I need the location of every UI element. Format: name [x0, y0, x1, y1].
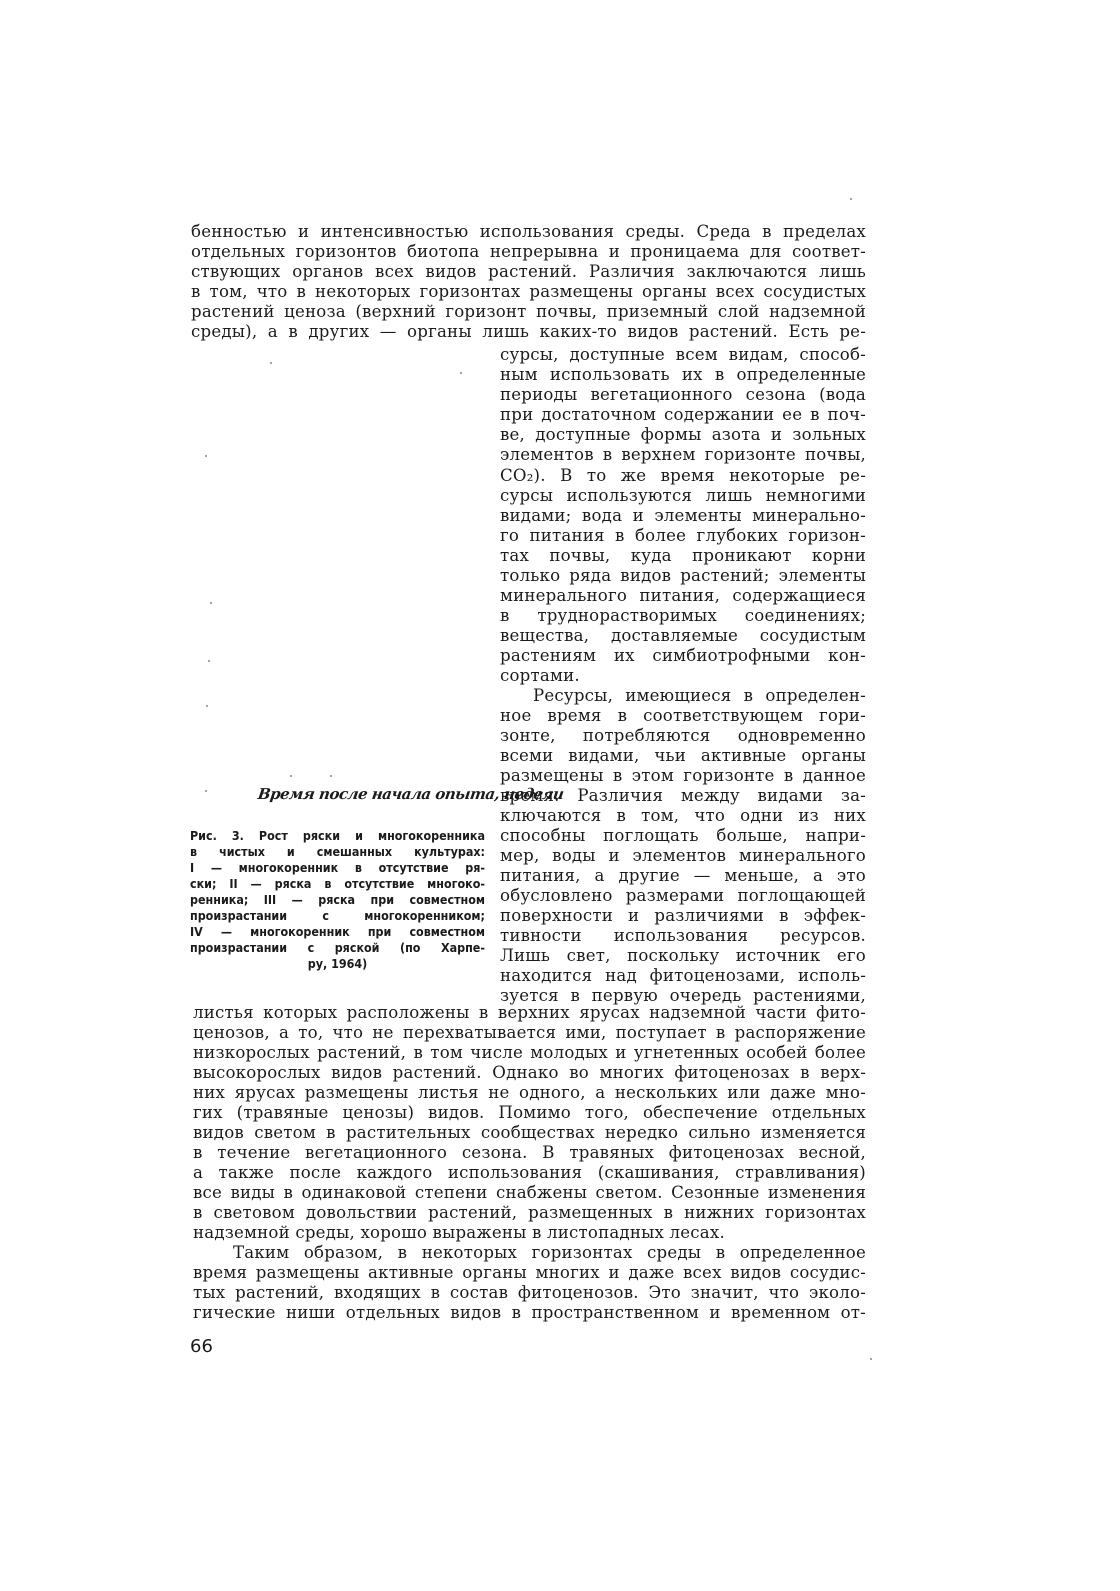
text-line: все виды в одинаковой степени снабжены светом. Сезонные изменения [193, 1183, 866, 1202]
text-line: при достаточном содержании ее в поч- [500, 405, 866, 424]
text-line: бенностью и интенсивностью использования среды. Среда в пределах [191, 222, 866, 241]
text-line: среды), а в других — органы лишь каких-то видов растений. Есть ре- [191, 322, 866, 341]
text-line: находится над фитоценозами, исполь- [500, 966, 866, 985]
text-line: Лишь свет, поскольку источник его [500, 946, 866, 965]
text-line: Ресурсы, имеющиеся в определен- [533, 686, 866, 705]
text-line: минерального питания, содержащиеся [500, 586, 866, 605]
text-line: ное время в соответствующем гори- [500, 706, 866, 725]
text-line: сортами. [500, 666, 580, 685]
text-line: го питания в более глубоких горизон- [500, 526, 866, 545]
text-line: ключаются в том, что одни из них [500, 806, 866, 825]
text-line: сурсы используются лишь немногими [500, 486, 866, 505]
text-line: в том, что в некоторых горизонтах размещены органы всех сосудистых [191, 282, 866, 301]
page-number: 66 [190, 1336, 213, 1357]
text-line: зонте, потребляются одновременно [500, 726, 866, 745]
figure-caption-line: Рис. 3. Рост ряски и многокоренника [190, 828, 485, 843]
text-line: гические ниши отдельных видов в пространственном и временном от- [193, 1303, 866, 1322]
scan-speck [206, 705, 208, 707]
figure-caption-line: в чистых и смешанных культурах: [190, 844, 485, 859]
figure-caption-line: ски; II — ряска в отсутствие многоко- [190, 876, 485, 891]
text-line: надземной среды, хорошо выражены в листопадных лесах. [193, 1223, 725, 1242]
text-line: ве, доступные формы азота и зольных [500, 425, 866, 444]
text-line: обусловлено размерами поглощающей [500, 886, 866, 905]
text-line: время размещены активные органы многих и даже всех видов сосудис- [193, 1263, 866, 1282]
text-line: мер, воды и элементов минерального [500, 846, 866, 865]
text-line: только ряда видов растений; элементы [500, 566, 866, 585]
scan-speck [850, 198, 852, 200]
text-line: в световом довольствии растений, размещенных в нижних горизонтах [193, 1203, 866, 1222]
text-line: ствующих органов всех видов растений. Различия заключаются лишь [191, 262, 866, 281]
text-line: гих (травяные ценозы) видов. Помимо того, обеспечение отдельных [193, 1103, 866, 1122]
figure-caption-line: I — многокоренник в отсутствие ря- [190, 860, 485, 875]
text-line: растений ценоза (верхний горизонт почвы, приземный слой надземной [191, 302, 866, 321]
figure-caption-line: ру, 1964) [307, 956, 368, 971]
figure-caption-line: произрастании с ряской (по Харпе- [190, 940, 485, 955]
text-line: тах почвы, куда проникают корни [500, 546, 866, 565]
scan-speck [205, 455, 207, 457]
text-line: элементов в верхнем горизонте почвы, [500, 445, 866, 464]
text-line: ным использовать их в определенные [500, 365, 866, 384]
text-line: тых растений, входящих в состав фитоценозов. Это значит, что эколо- [193, 1283, 866, 1302]
text-line: время. Различия между видами за- [500, 786, 866, 805]
text-line: низкорослых растений, в том числе молодых и угнетенных особей более [193, 1043, 866, 1062]
text-line: периоды вегетационного сезона (вода [500, 385, 866, 404]
text-line: сурсы, доступные всем видам, способ- [500, 345, 866, 364]
text-line: видов светом в растительных сообществах нередко сильно изменяется [193, 1123, 866, 1142]
scan-speck [205, 790, 207, 792]
figure-caption-line: IV — многокоренник при совместном [190, 924, 485, 939]
text-line: высокорослых видов растений. Однако во многих фитоценозах в верх- [193, 1063, 866, 1082]
scan-speck [208, 660, 210, 662]
text-line: растениям их симбиотрофными кон- [500, 646, 866, 665]
text-line: CO₂). В то же время некоторые ре- [500, 466, 866, 485]
text-line: них ярусах размещены листья не одного, а нескольких или даже мно- [193, 1083, 866, 1102]
text-line: способны поглощать больше, напри- [500, 826, 866, 845]
scan-speck [210, 602, 212, 604]
text-line: отдельных горизонтов биотопа непрерывна и проницаема для соответ- [191, 242, 866, 261]
scan-speck [290, 775, 292, 777]
text-line: в течение вегетационного сезона. В травяных фитоценозах весной, [193, 1143, 866, 1162]
text-line: размещены в этом горизонте в данное [500, 766, 866, 785]
text-line: всеми видами, чьи активные органы [500, 746, 866, 765]
text-line: тивности использования ресурсов. [500, 926, 866, 945]
figure-caption-line: ренника; III — ряска при совместном [190, 892, 485, 907]
text-line: питания, а другие — меньше, а это [500, 866, 866, 885]
text-line: листья которых расположены в верхних ярусах надземной части фито- [193, 1003, 866, 1022]
figure-caption-line: произрастании с многокоренником; [190, 908, 485, 923]
text-line: зуется в первую очередь растениями, [500, 986, 866, 1005]
scan-speck [460, 372, 462, 374]
text-line: поверхности и различиями в эффек- [500, 906, 866, 925]
text-line: ценозов, а то, что не перехватывается ими, поступает в распоряжение [193, 1023, 866, 1042]
figure-axis-label: Время после начала опыта, недели [256, 785, 565, 803]
text-line: видами; вода и элементы минерально- [500, 506, 866, 525]
scan-speck [270, 362, 272, 364]
scan-speck [330, 775, 332, 777]
text-line: Таким образом, в некоторых горизонтах среды в определенное [233, 1243, 866, 1262]
text-line: вещества, доставляемые сосудистым [500, 626, 866, 645]
text-line: а также после каждого использования (скашивания, стравливания) [193, 1163, 866, 1182]
scan-speck [870, 1358, 872, 1360]
text-line: в труднорастворимых соединениях; [500, 606, 866, 625]
